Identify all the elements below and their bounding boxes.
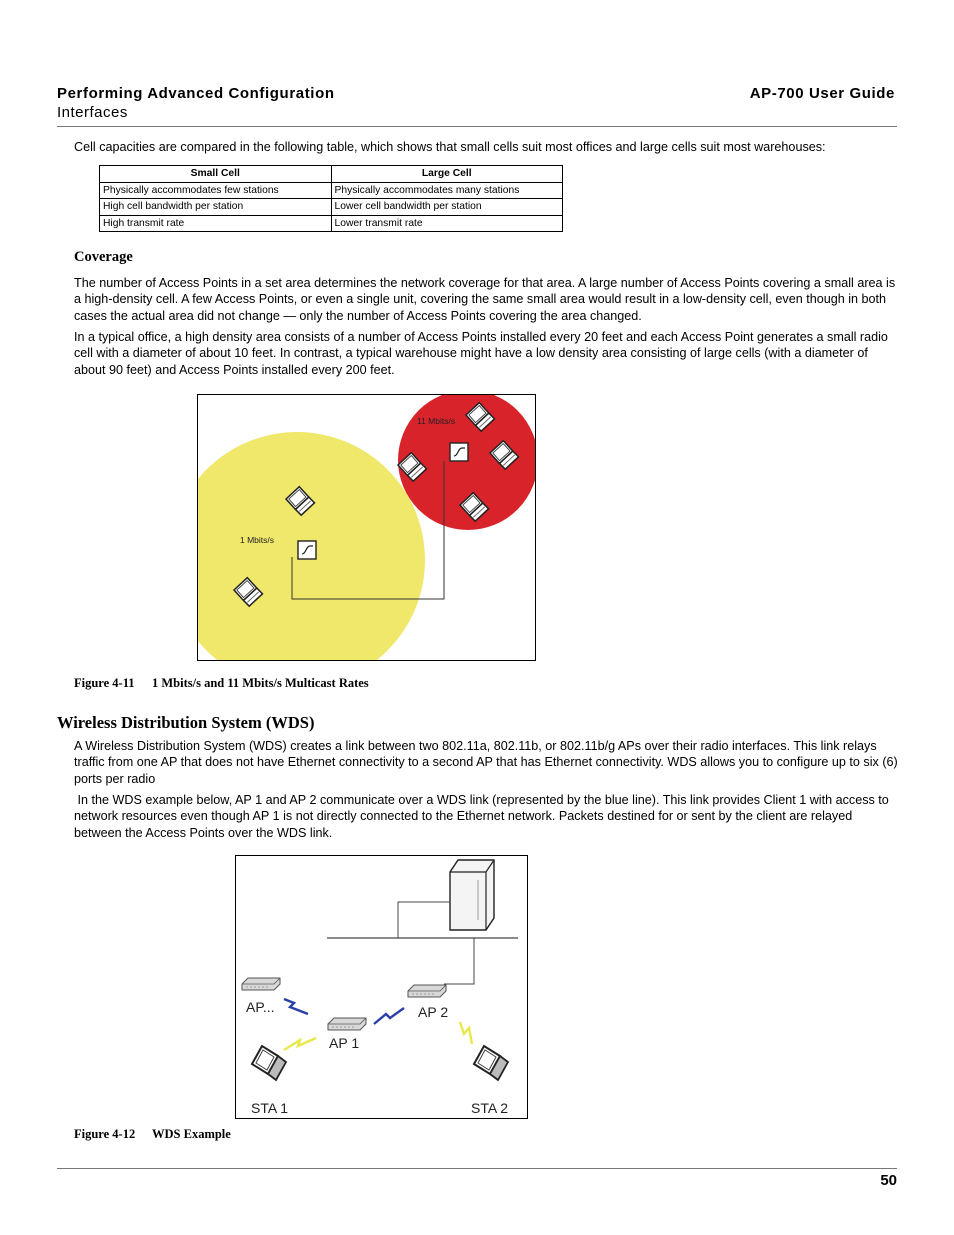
multicast-rates-figure xyxy=(197,394,536,661)
caption-number: Figure 4-12 xyxy=(74,1127,136,1141)
wds-link xyxy=(374,1008,404,1024)
ap1-label: AP 1 xyxy=(329,1035,360,1051)
table-row xyxy=(100,215,563,232)
wds-example-figure xyxy=(235,855,528,1119)
sta2-label: STA 2 xyxy=(471,1100,509,1116)
table-cell: Physically accommodates many stations xyxy=(331,182,563,199)
guide-title: AP-700 User Guide xyxy=(749,85,895,102)
table-cell: High cell bandwidth per station xyxy=(100,199,332,216)
ap-left-device xyxy=(242,978,280,990)
sta1-label: STA 1 xyxy=(251,1100,289,1116)
table-cell: Lower transmit rate xyxy=(331,215,563,232)
multicast-rates-diagram xyxy=(198,395,535,660)
server-icon xyxy=(450,860,494,930)
caption-text: 1 Mbits/s and 11 Mbits/s Multicast Rates xyxy=(152,676,369,690)
access-point-small xyxy=(450,443,468,461)
intro-paragraph: Cell capacities are compared in the following table, which shows that small cells suit most offices and large cells suit most warehouses: xyxy=(74,140,826,154)
wds-paragraph-2: In the WDS example below, AP 1 and AP 2 communicate over a WDS link (represented by the blue line). This link provides Client 1 with access to network resources even though AP 1 is not directly connected to the Ethernet network. Packets destined for or sent by the client are relayed between the Access Points over the WDS link. xyxy=(74,793,893,840)
ap2-label: AP 2 xyxy=(418,1004,449,1020)
wds-paragraph-1: A Wireless Distribution System (WDS) creates a link between two 802.11a, 802.11b, or 802.11b/g APs over their radio interfaces. This link relays traffic from one AP that does not have Ethernet connectivity to a second AP that has Ethernet connectivity. WDS allows you to configure up to six (6) ports per radio xyxy=(74,739,898,786)
laptop-icon xyxy=(252,1046,286,1080)
table-cell: High transmit rate xyxy=(100,215,332,232)
coverage-heading: Coverage xyxy=(74,249,133,265)
table-header: Small Cell xyxy=(100,166,332,183)
figure-4-12-caption xyxy=(74,1127,231,1142)
large-cell-rate-label: 1 Mbits/s xyxy=(240,535,275,545)
laptop-icon xyxy=(474,1046,508,1080)
small-cell-rate-label: 11 Mbits/s xyxy=(417,416,456,426)
table-row xyxy=(100,199,563,216)
wds-heading: Wireless Distribution System (WDS) xyxy=(57,713,315,732)
caption-text: WDS Example xyxy=(152,1127,231,1141)
figure-4-11-caption xyxy=(74,676,369,691)
wireless-link xyxy=(460,1022,472,1044)
table-header: Large Cell xyxy=(331,166,563,183)
table-header-row xyxy=(100,166,563,183)
section-title: Performing Advanced Configuration xyxy=(57,85,335,102)
wds-diagram xyxy=(236,856,527,1118)
table-cell: Physically accommodates few stations xyxy=(100,182,332,199)
footer-divider xyxy=(57,1168,897,1169)
subsection-title: Interfaces xyxy=(57,104,128,121)
ap2-device xyxy=(408,985,446,997)
table-cell: Lower cell bandwidth per station xyxy=(331,199,563,216)
ap2-cable xyxy=(444,938,474,984)
wireless-link xyxy=(284,1038,316,1050)
cell-comparison-table xyxy=(99,165,563,232)
ap-left-label: AP... xyxy=(246,999,275,1015)
page-number: 50 xyxy=(880,1172,897,1189)
ap1-device xyxy=(328,1018,366,1030)
header-divider xyxy=(57,126,897,127)
wds-link xyxy=(284,999,308,1014)
access-point-large xyxy=(298,541,316,559)
coverage-paragraph-2: In a typical office, a high density area consists of a number of Access Points installed every 20 feet and each Access Point generates a small radio cell with a diameter of about 10 feet. In contrast, a typical warehouse might have a low density area consisting of large cells (with a diameter of about 90 feet) and Access Points installed every 200 feet. xyxy=(74,330,888,377)
table-row xyxy=(100,182,563,199)
server-cable xyxy=(398,902,450,938)
coverage-paragraph-1: The number of Access Points in a set area determines the network coverage for that area. A large number of Access Points covering a small area is a high-density cell. A few Access Points, or even a single unit, covering the same small area would result in a low-density cell, even though in both cases the actual area did not change — only the number of Access Points covering the area changed. xyxy=(74,276,896,323)
caption-number: Figure 4-11 xyxy=(74,676,135,690)
